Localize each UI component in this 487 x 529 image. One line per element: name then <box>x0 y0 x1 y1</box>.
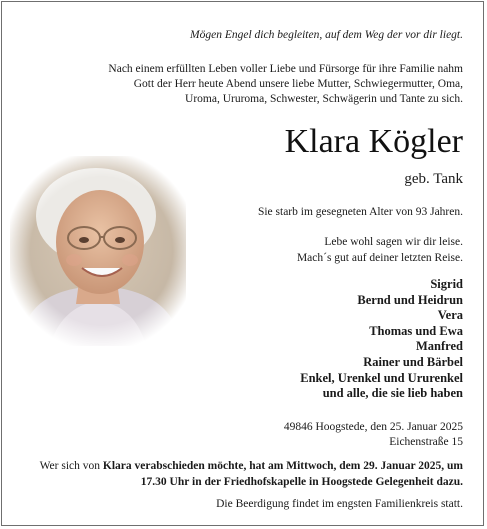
intro-line: Nach einem erfüllten Leben voller Liebe und Fürsorge für ihre Familie nahm <box>108 63 463 75</box>
burial-note: Die Beerdigung findet im engsten Familienkreis statt. <box>216 498 463 510</box>
mourner: Manfred <box>416 339 463 354</box>
age-line: Sie starb im gesegneten Alter von 93 Jahren. <box>257 206 463 218</box>
intro-line: Gott der Herr heute Abend unsere liebe Mutter, Schwiegermutter, Oma, <box>133 78 463 90</box>
farewell-intro: Wer sich von <box>39 460 103 472</box>
verse <box>297 234 463 266</box>
place-and-address <box>284 420 463 450</box>
verse-line: Lebe wohl sagen wir dir leise. <box>324 236 463 248</box>
intro-text <box>23 62 463 107</box>
mourners-list <box>300 277 463 402</box>
portrait-photo <box>10 156 186 346</box>
verse-line: Mach´s gut auf deiner letzten Reise. <box>296 252 463 264</box>
street-address: Eichenstraße 15 <box>389 436 463 448</box>
mourner: Enkel, Urenkel und Ururenkel <box>300 370 463 385</box>
mourner: und alle, die sie lieb haben <box>322 386 463 401</box>
intro-line: Uroma, Ururoma, Schwester, Schwägerin und Tante zu sich. <box>185 93 463 105</box>
mourner: Vera <box>437 308 463 323</box>
mourner: Thomas und Ewa <box>369 323 463 338</box>
mourner: Rainer und Bärbel <box>363 354 463 369</box>
mourner: Sigrid <box>430 277 463 291</box>
mourner: Bernd und Heidrun <box>357 292 463 307</box>
farewell-notice <box>23 458 463 490</box>
place-date: 49846 Hoogstede, den 25. Januar 2025 <box>283 421 463 433</box>
maiden-name: geb. Tank <box>404 171 463 187</box>
farewell-details: Klara verabschieden möchte, hat am Mittwoch, dem 29. Januar 2025, um 17.30 Uhr in der Friedhofskapelle in Hoogstede Gelegenheit dazu. <box>102 460 463 488</box>
motto: Mögen Engel dich begleiten, auf dem Weg der vor dir liegt. <box>190 29 463 41</box>
deceased-name: Klara Kögler <box>284 123 463 160</box>
